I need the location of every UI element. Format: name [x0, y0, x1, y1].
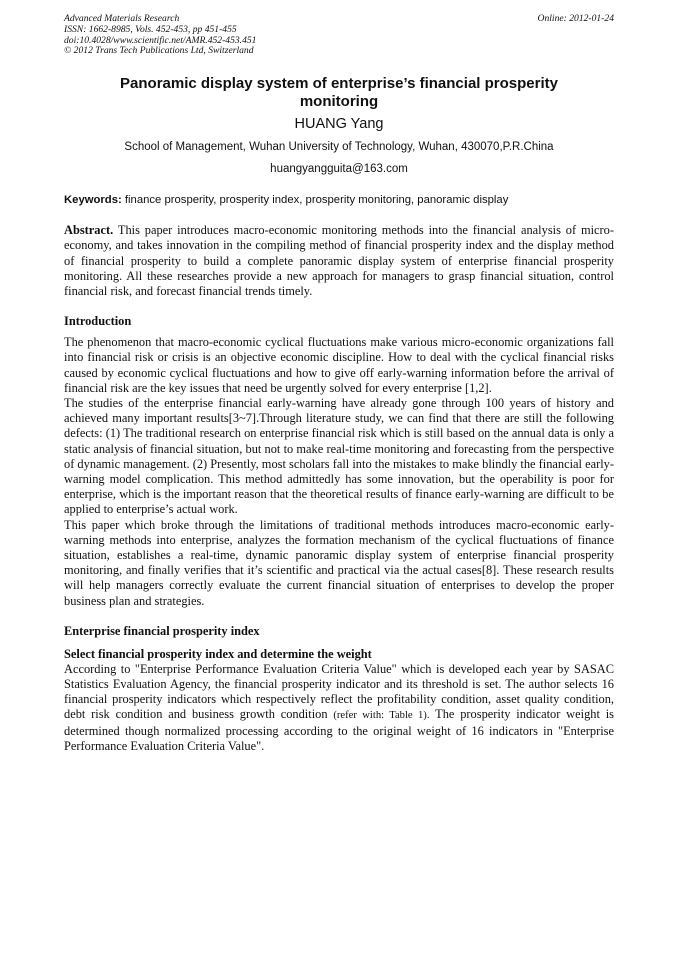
keywords-text: finance prosperity, prosperity index, prosperity monitoring, panoramic display — [124, 194, 509, 207]
journal-name: Advanced Materials Research — [64, 13, 180, 24]
section-heading-prosperity-index: Enterprise financial prosperity index — [64, 623, 260, 638]
abstract — [64, 223, 614, 299]
introduction-paragraph-1: The phenomenon that macro-economic cyclical fluctuations make various micro-economic organizations fall into financial risk or crisis is an objective economic discipline. How to deal with the cyclical financial risks caused by economic cyclical fluctuations and how to give off early-warning information before the arrival of financial risk are the key issues that need be urgently solved for every enterprise [1,2]. — [64, 335, 614, 395]
author-email: huangyangguita@163.com — [270, 163, 408, 176]
keywords-label: Keywords: — [64, 194, 122, 207]
section2-text-before: According to "Enterprise Performance Evaluation Criteria Value" which is developed each year by SASAC Statistics Evaluation Agency, the financial prosperity indicator and its threshold is set. The author selects 16 financial prosperity indicators which respectively reflect the profitability condition, asset quality condition, debt risk condition and business growth condition — [64, 661, 614, 722]
doi-line: doi:10.4028/www.scientific.net/AMR.452-453.451 — [64, 34, 257, 46]
abstract-label: Abstract. — [64, 223, 114, 238]
subsection-heading-select-index: Select financial prosperity index and determine the weight — [64, 646, 372, 661]
publication-info — [64, 25, 614, 57]
table-reference: (refer with: Table 1). — [333, 710, 430, 722]
author-affiliation: School of Management, Wuhan University of Technology, Wuhan, 430070,P.R.China — [124, 141, 554, 154]
paper-title: Panoramic display system of enterprise’s financial prosperity monitoring — [120, 75, 558, 111]
introduction-paragraph-3: This paper which broke through the limitations of traditional methods introduces macro-economic early-warning methods into enterprise, analyzes the formation mechanism of the cyclical fluctuations of finance situation, establishes a real-time, dynamic panoramic display system of enterprise financial prosperity monitoring, and finally verifies that it’s scientific and practical via the actual cases[8]. These research results will help managers correctly evaluate the current financial situation of enterprises to develop the proper business plan and strategies. — [64, 517, 614, 608]
online-date: Online: 2012-01-24 — [537, 13, 614, 24]
paper-page — [64, 14, 614, 754]
section2-paragraph-1 — [64, 662, 614, 754]
copyright-line: © 2012 Trans Tech Publications Ltd, Switzerland — [64, 45, 254, 57]
introduction-heading: Introduction — [64, 314, 132, 329]
issn-line: ISSN: 1662-8985, Vols. 452-453, pp 451-455 — [64, 23, 237, 35]
author-name: HUANG Yang — [294, 116, 384, 133]
section2-text-after: The prosperity indicator weight is determined though normalized processing according to the original weight of 16 indicators in "Enterprise Performance Evaluation Criteria Value". — [64, 707, 615, 753]
abstract-text: This paper introduces macro-economic monitoring methods into the financial analysis of micro-economy, and takes innovation in the compiling method of financial prosperity index and the display method of financial prosperity to build a complete panoramic display system of enterprise financial prosperity monitoring. All these researches provide a new approach for managers to grasp financial situation, control financial risk, and forecast financial trends timely. — [64, 223, 615, 298]
introduction-paragraph-2: The studies of the enterprise financial early-warning have already gone through 100 years of history and achieved many important results[3~7].Through literature study, we can find that there are still the following defects: (1) The traditional research on enterprise financial risk which is still based on the annual data is only a static analysis of financial situation, but not to make real-time monitoring and forecasting from the perspective of dynamic management. (2) Presently, most scholars fall into the mistakes to make blindly the financial early-warning model complication. This method admittedly has some innovation, but the operability is poor for enterprise, which is the important reason that the theoretical results of finance early-warning are difficult to be applied to enterprise’s actual work. — [64, 396, 614, 517]
keywords — [64, 193, 614, 207]
